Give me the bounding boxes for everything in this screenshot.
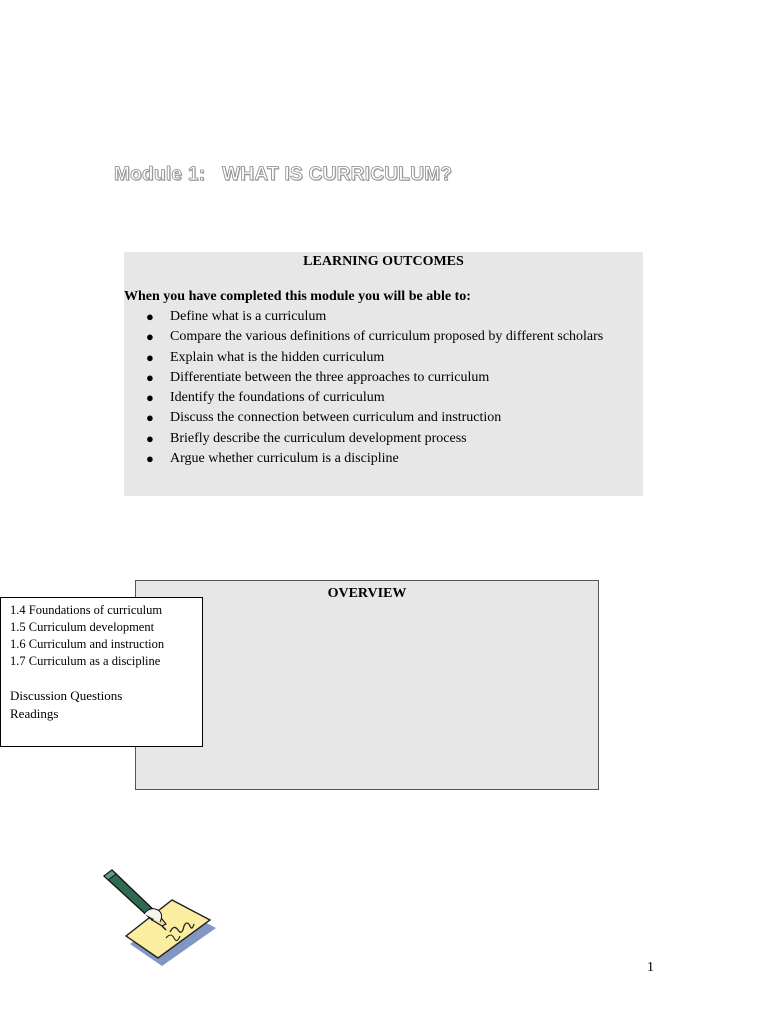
learning-outcomes-box [124, 252, 643, 496]
learning-outcomes-intro: When you have completed this module you will be able to: [124, 289, 471, 304]
list-item-text: Differentiate between the three approaches to curriculum [170, 369, 490, 385]
list-item-text: Argue whether curriculum is a discipline [170, 451, 399, 467]
list-item [144, 348, 603, 368]
bullet-icon: ● [146, 451, 154, 467]
overview-heading: OVERVIEW [327, 586, 407, 601]
list-item-text: Define what is a curriculum [170, 309, 327, 324]
list-item [144, 307, 603, 327]
pen-writing-on-note-icon [100, 866, 218, 966]
contents-item: 1.6 Curriculum and instruction [10, 637, 165, 651]
bullet-icon: ● [146, 309, 154, 324]
overview-box [135, 580, 599, 790]
bullet-icon: ● [146, 390, 154, 406]
list-item [144, 327, 603, 347]
list-item-text: Identify the foundations of curriculum [170, 390, 385, 406]
contents-item: 1.5 Curriculum development [10, 620, 155, 634]
list-item [144, 388, 603, 408]
list-item [144, 408, 603, 428]
bullet-icon: ● [146, 329, 154, 345]
list-item [144, 429, 603, 449]
list-item-text: Discuss the connection between curriculum and instruction [170, 410, 502, 426]
overview-contents-box [0, 597, 203, 747]
contents-item: 1.7 Curriculum as a discipline [10, 654, 161, 668]
list-item-text: Briefly describe the curriculum development process [170, 430, 467, 446]
readings-label: Readings [10, 706, 59, 721]
list-item [144, 449, 603, 469]
module-title: Module 1: WHAT IS CURRICULUM? [114, 164, 453, 185]
list-item [144, 368, 603, 388]
list-item-text: Compare the various definitions of curriculum proposed by different scholars [170, 329, 604, 345]
learning-outcomes-list [144, 307, 603, 469]
bullet-icon: ● [146, 349, 154, 365]
list-item-text: Explain what is the hidden curriculum [170, 349, 385, 365]
page-number: 1 [647, 960, 654, 975]
bullet-icon: ● [146, 410, 154, 426]
spacer [10, 670, 202, 687]
contents-item: 1.4 Foundations of curriculum [10, 603, 163, 617]
learning-outcomes-heading: LEARNING OUTCOMES [303, 254, 464, 269]
bullet-icon: ● [146, 369, 154, 385]
bullet-icon: ● [146, 430, 154, 446]
discussion-questions-label: Discussion Questions [10, 688, 123, 703]
